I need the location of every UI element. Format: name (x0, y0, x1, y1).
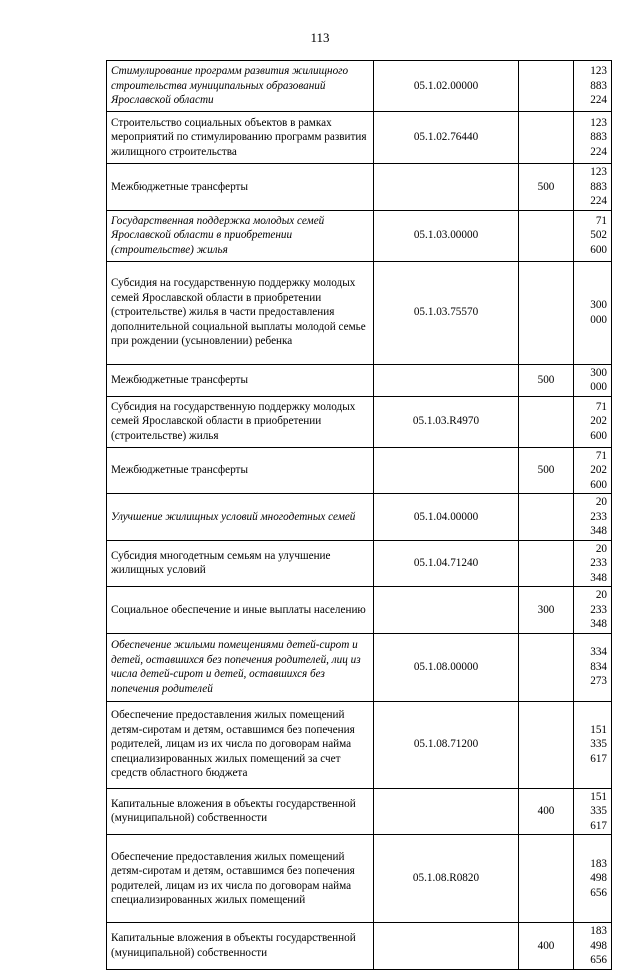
table-row (107, 164, 612, 211)
row-expense-type: 500 (519, 364, 574, 396)
row-code: 05.1.03.R4970 (374, 396, 519, 447)
row-code (374, 788, 519, 835)
row-code (374, 364, 519, 396)
row-expense-type (519, 112, 574, 164)
row-code: 05.1.02.00000 (374, 61, 519, 112)
row-code: 05.1.03.00000 (374, 210, 519, 261)
row-name: Обеспечение жилыми помещениями детей-сирот и детей, оставшихся без попечения родителей, лиц из числа детей-сирот и детей, оставшихся без попечения родителей (107, 633, 374, 701)
row-expense-type (519, 633, 574, 701)
row-expense-type (519, 396, 574, 447)
row-amount: 123 883 224 (574, 112, 612, 164)
row-code: 05.1.08.71200 (374, 701, 519, 788)
row-name: Субсидия многодетным семьям на улучшение жилищных условий (107, 540, 374, 587)
row-code: 05.1.04.00000 (374, 494, 519, 541)
table-row (107, 364, 612, 396)
table-row (107, 587, 612, 634)
table-row (107, 633, 612, 701)
row-expense-type (519, 61, 574, 112)
table-row (107, 835, 612, 923)
page-number: 113 (310, 30, 330, 45)
table-row (107, 494, 612, 541)
row-expense-type: 300 (519, 587, 574, 634)
table-row (107, 112, 612, 164)
row-expense-type (519, 540, 574, 587)
row-amount: 334 834 273 (574, 633, 612, 701)
row-code: 05.1.04.71240 (374, 540, 519, 587)
row-expense-type (519, 494, 574, 541)
table-row (107, 261, 612, 364)
row-code: 05.1.08.R0820 (374, 835, 519, 923)
row-name: Социальное обеспечение и иные выплаты населению (107, 587, 374, 634)
table-row (107, 396, 612, 447)
row-name: Межбюджетные трансферты (107, 447, 374, 494)
row-expense-type: 400 (519, 788, 574, 835)
row-expense-type: 400 (519, 923, 574, 970)
row-name: Улучшение жилищных условий многодетных семей (107, 494, 374, 541)
row-code (374, 447, 519, 494)
row-amount: 151 335 617 (574, 701, 612, 788)
row-code: 05.1.08.00000 (374, 633, 519, 701)
table-row (107, 61, 612, 112)
row-name: Капитальные вложения в объекты государственной (муниципальной) собственности (107, 788, 374, 835)
row-code (374, 164, 519, 211)
table-row (107, 701, 612, 788)
table-row (107, 540, 612, 587)
row-name: Стимулирование программ развития жилищного строительства муниципальных образований Ярославской области (107, 61, 374, 112)
row-name: Межбюджетные трансферты (107, 364, 374, 396)
row-amount: 183 498 656 (574, 835, 612, 923)
row-amount: 123 883 224 (574, 164, 612, 211)
budget-table (106, 60, 612, 970)
row-expense-type (519, 701, 574, 788)
row-amount: 300 000 (574, 364, 612, 396)
row-name: Капитальные вложения в объекты государственной (муниципальной) собственности (107, 923, 374, 970)
row-amount: 71 202 600 (574, 447, 612, 494)
row-amount: 183 498 656 (574, 923, 612, 970)
table-row (107, 788, 612, 835)
table-row (107, 210, 612, 261)
row-name: Строительство социальных объектов в рамках мероприятий по стимулированию программ развития жилищного строительства (107, 112, 374, 164)
row-expense-type (519, 835, 574, 923)
row-amount: 71 202 600 (574, 396, 612, 447)
row-name: Межбюджетные трансферты (107, 164, 374, 211)
row-expense-type: 500 (519, 164, 574, 211)
row-amount: 20 233 348 (574, 540, 612, 587)
row-amount: 151 335 617 (574, 788, 612, 835)
row-name: Субсидия на государственную поддержку молодых семей Ярославской области в приобретении (строительстве) жилья (107, 396, 374, 447)
row-code: 05.1.02.76440 (374, 112, 519, 164)
row-name: Субсидия на государственную поддержку молодых семей Ярославской области в приобретении (строительстве) жилья в части предоставления дополнительной социальной выплаты молодой семье при рождении (усыновлении) ребенка (107, 261, 374, 364)
row-amount: 123 883 224 (574, 61, 612, 112)
row-expense-type: 500 (519, 447, 574, 494)
row-code (374, 923, 519, 970)
row-expense-type (519, 261, 574, 364)
table-row (107, 923, 612, 970)
row-name: Обеспечение предоставления жилых помещений детям-сиротам и детям, оставшимся без попечения родителей, лицам из их числа по договорам найма специализированных жилых помещений за счет средств областного бюджета (107, 701, 374, 788)
row-amount: 71 502 600 (574, 210, 612, 261)
row-code (374, 587, 519, 634)
row-expense-type (519, 210, 574, 261)
row-name: Обеспечение предоставления жилых помещений детям-сиротам и детям, оставшимся без попечения родителей, лицам из их числа по договорам найма специализированных жилых помещений (107, 835, 374, 923)
row-amount: 20 233 348 (574, 494, 612, 541)
row-code: 05.1.03.75570 (374, 261, 519, 364)
table-row (107, 447, 612, 494)
row-amount: 300 000 (574, 261, 612, 364)
row-amount: 20 233 348 (574, 587, 612, 634)
row-name: Государственная поддержка молодых семей Ярославской области в приобретении (строительстве) жилья (107, 210, 374, 261)
